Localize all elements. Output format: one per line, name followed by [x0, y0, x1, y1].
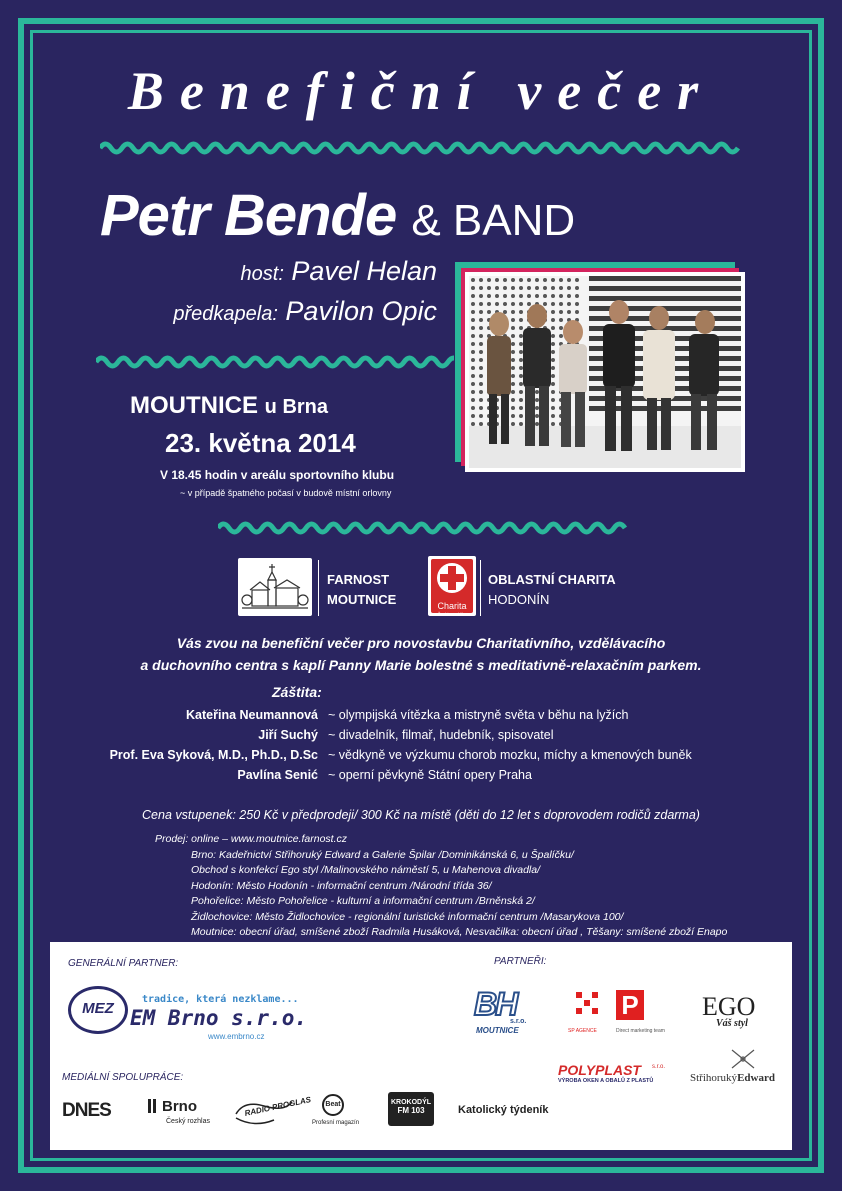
- weather-note: ~ v případě špatného počasí v budově místní orlovny: [180, 488, 392, 498]
- emb-logo-mark: [68, 986, 128, 1034]
- media-label: MEDIÁLNÍ SPOLUPRÁCE:: [62, 1072, 184, 1083]
- invitation-line2: a duchovního centra s kaplí Panny Marie bolestné s meditativně-relaxačním parkem.: [140, 657, 702, 673]
- sales-line: Židlochovice: Město Židlochovice - regionální turistické informační centrum /Masarykova 100/: [191, 910, 624, 923]
- emb-name: EM Brno s.r.o.: [130, 1006, 308, 1030]
- emb-mark-text: MEZ: [82, 1000, 114, 1017]
- invitation-line1: Vás zvou na benefiční večer pro novostavbu Charitativního, vzdělávacího: [176, 635, 666, 651]
- charita-cross-icon: [431, 559, 473, 597]
- sp-line2: Direct marketing team: [616, 1028, 665, 1034]
- ticket-price: Cena vstupenek: 250 Kč v předprodeji/ 300 Kč na místě (děti do 12 let s doprovodem rodičů zdarma): [142, 808, 700, 822]
- sales-line: Hodonín: Město Hodonín - informační centrum /Národní třída 36/: [191, 879, 492, 892]
- ego-sub: Váš styl: [716, 1018, 748, 1029]
- partners-label: PARTNEŘI:: [494, 956, 547, 967]
- wave-divider-bottom: [218, 520, 628, 536]
- farnost-divider: [318, 560, 319, 616]
- beat-logo: Beat: [322, 1094, 344, 1116]
- wave-divider-middle: [96, 354, 454, 370]
- patron-name: Jiří Suchý: [258, 728, 318, 742]
- artist-band: & BAND: [411, 196, 576, 245]
- katolicky-logo: Katolický týdeník: [458, 1104, 549, 1116]
- sales-line: Pohořelice: Město Pohořelice - kulturní a informační centrum /Brněnská 2/: [191, 895, 535, 907]
- polyplast-sub: VÝROBA OKEN A OBALŮ Z PLASTŮ: [558, 1078, 654, 1084]
- patron-desc: ~ operní pěvkyně Státní opery Praha: [328, 768, 532, 782]
- event-place: [130, 392, 328, 420]
- bh-sub: MOUTNICE: [476, 1026, 519, 1035]
- support-label: předkapela:: [173, 303, 278, 325]
- charita-divider: [480, 560, 481, 616]
- dnes-logo: DNES: [62, 1100, 111, 1121]
- rozhlas-icon: [148, 1099, 156, 1113]
- farnost-line1: FARNOST: [327, 572, 390, 587]
- support-name: Pavilon Opic: [285, 296, 437, 326]
- charita-name: [488, 570, 616, 610]
- artist-name: [100, 182, 575, 249]
- sales-line: Moutnice: obecní úřad, smíšené zboží Radmila Husáková, Nesvačilka: obecní úřad , Těšany: smíšené zboží Enapo: [191, 926, 728, 938]
- krokodyl-sub: FM 103: [397, 1106, 425, 1115]
- emb-web: www.embrno.cz: [208, 1032, 265, 1041]
- host-line: [241, 256, 437, 287]
- church-icon: [238, 558, 312, 616]
- patron-name: Pavlína Senić: [237, 768, 318, 782]
- sales-line: Brno: Kadeřnictví Střihoruký Edward a Galerie Špilar /Dominikánská 6, u Špalíčku/: [191, 848, 574, 861]
- polyplast-logo: POLYPLAST: [558, 1062, 641, 1078]
- sales-points: [155, 832, 727, 941]
- bh-sro: s.r.o.: [510, 1018, 527, 1025]
- sales-line: Obchod s konfekcí Ego styl /Malinovského náměstí 5, u Mahenova divadla/: [191, 864, 541, 876]
- scissors-icon: [728, 1046, 758, 1072]
- patron-name: Prof. Eva Syková, M.D., Ph.D., D.Sc: [109, 748, 318, 762]
- general-partner-label: GENERÁLNÍ PARTNER:: [68, 958, 179, 969]
- place-main: MOUTNICE: [130, 392, 258, 419]
- host-label: host:: [240, 263, 284, 285]
- charita-logo: [428, 556, 476, 616]
- farnost-name: [327, 570, 396, 610]
- host-name: Pavel Helan: [291, 256, 437, 286]
- edward-part1: Střihoruký: [690, 1072, 738, 1084]
- patron-desc: ~ vědkyně ve výzkumu chorob mozku, míchy a kmenových buněk: [328, 748, 692, 762]
- polyplast-sro: s.r.o.: [652, 1064, 666, 1070]
- rozhlas-logo: Brno: [162, 1098, 197, 1115]
- sales-online: Prodej: online – www.moutnice.farnost.cz: [155, 833, 348, 845]
- patron-name: Kateřina Neumannová: [186, 708, 318, 722]
- sp-line1: SP AGENCE: [568, 1028, 597, 1034]
- patron-desc: ~ divadelník, filmař, hudebník, spisovatel: [328, 728, 554, 742]
- sp-logo-mark: P: [616, 990, 644, 1020]
- emb-slogan: tradice, která nezklame...: [142, 994, 299, 1005]
- wave-divider-top: [100, 140, 742, 156]
- support-line: [173, 296, 437, 327]
- band-photo-frame: [455, 262, 745, 472]
- charita-logo-bg: [431, 559, 473, 616]
- krokodyl-logo: [388, 1092, 434, 1126]
- beat-sub: Profesní magazín: [312, 1120, 360, 1126]
- proglas-logo: RADIO PROGLAS: [243, 1095, 312, 1118]
- event-date: 23. května 2014: [165, 428, 356, 458]
- farnost-line2: MOUTNICE: [327, 592, 397, 607]
- sp-pixels-icon: [576, 992, 606, 1018]
- band-photo-illustration: [469, 276, 741, 468]
- charita-logo-text: Charita: [437, 601, 467, 611]
- event-time: V 18.45 hodin v areálu sportovního klubu: [160, 468, 395, 482]
- charita-logo-sub: Česká republika: [437, 611, 467, 616]
- farnost-logo: [238, 558, 312, 616]
- artist-main: Petr Bende: [100, 183, 397, 248]
- krokodyl-name: KROKODÝL: [390, 1099, 432, 1106]
- place-sub: u Brna: [264, 396, 329, 418]
- ego-logo: EGO: [702, 992, 756, 1021]
- event-title: Benefiční večer: [127, 61, 715, 121]
- charita-line2: HODONÍN: [488, 592, 550, 607]
- rozhlas-sub: Český rozhlas: [166, 1118, 210, 1125]
- charita-line1: OBLASTNÍ CHARITA: [488, 572, 616, 587]
- patronage-label: Záštita:: [272, 684, 322, 700]
- patron-desc: ~ olympijská vítězka a mistryně světa v běhu na lyžích: [328, 708, 629, 722]
- edward-part2: Edward: [737, 1072, 775, 1084]
- band-photo: [469, 276, 741, 468]
- bh-logo: BH: [474, 986, 517, 1022]
- edward-logo: [690, 1072, 775, 1084]
- invitation-text: [0, 632, 842, 676]
- partners-panel: [50, 942, 792, 1150]
